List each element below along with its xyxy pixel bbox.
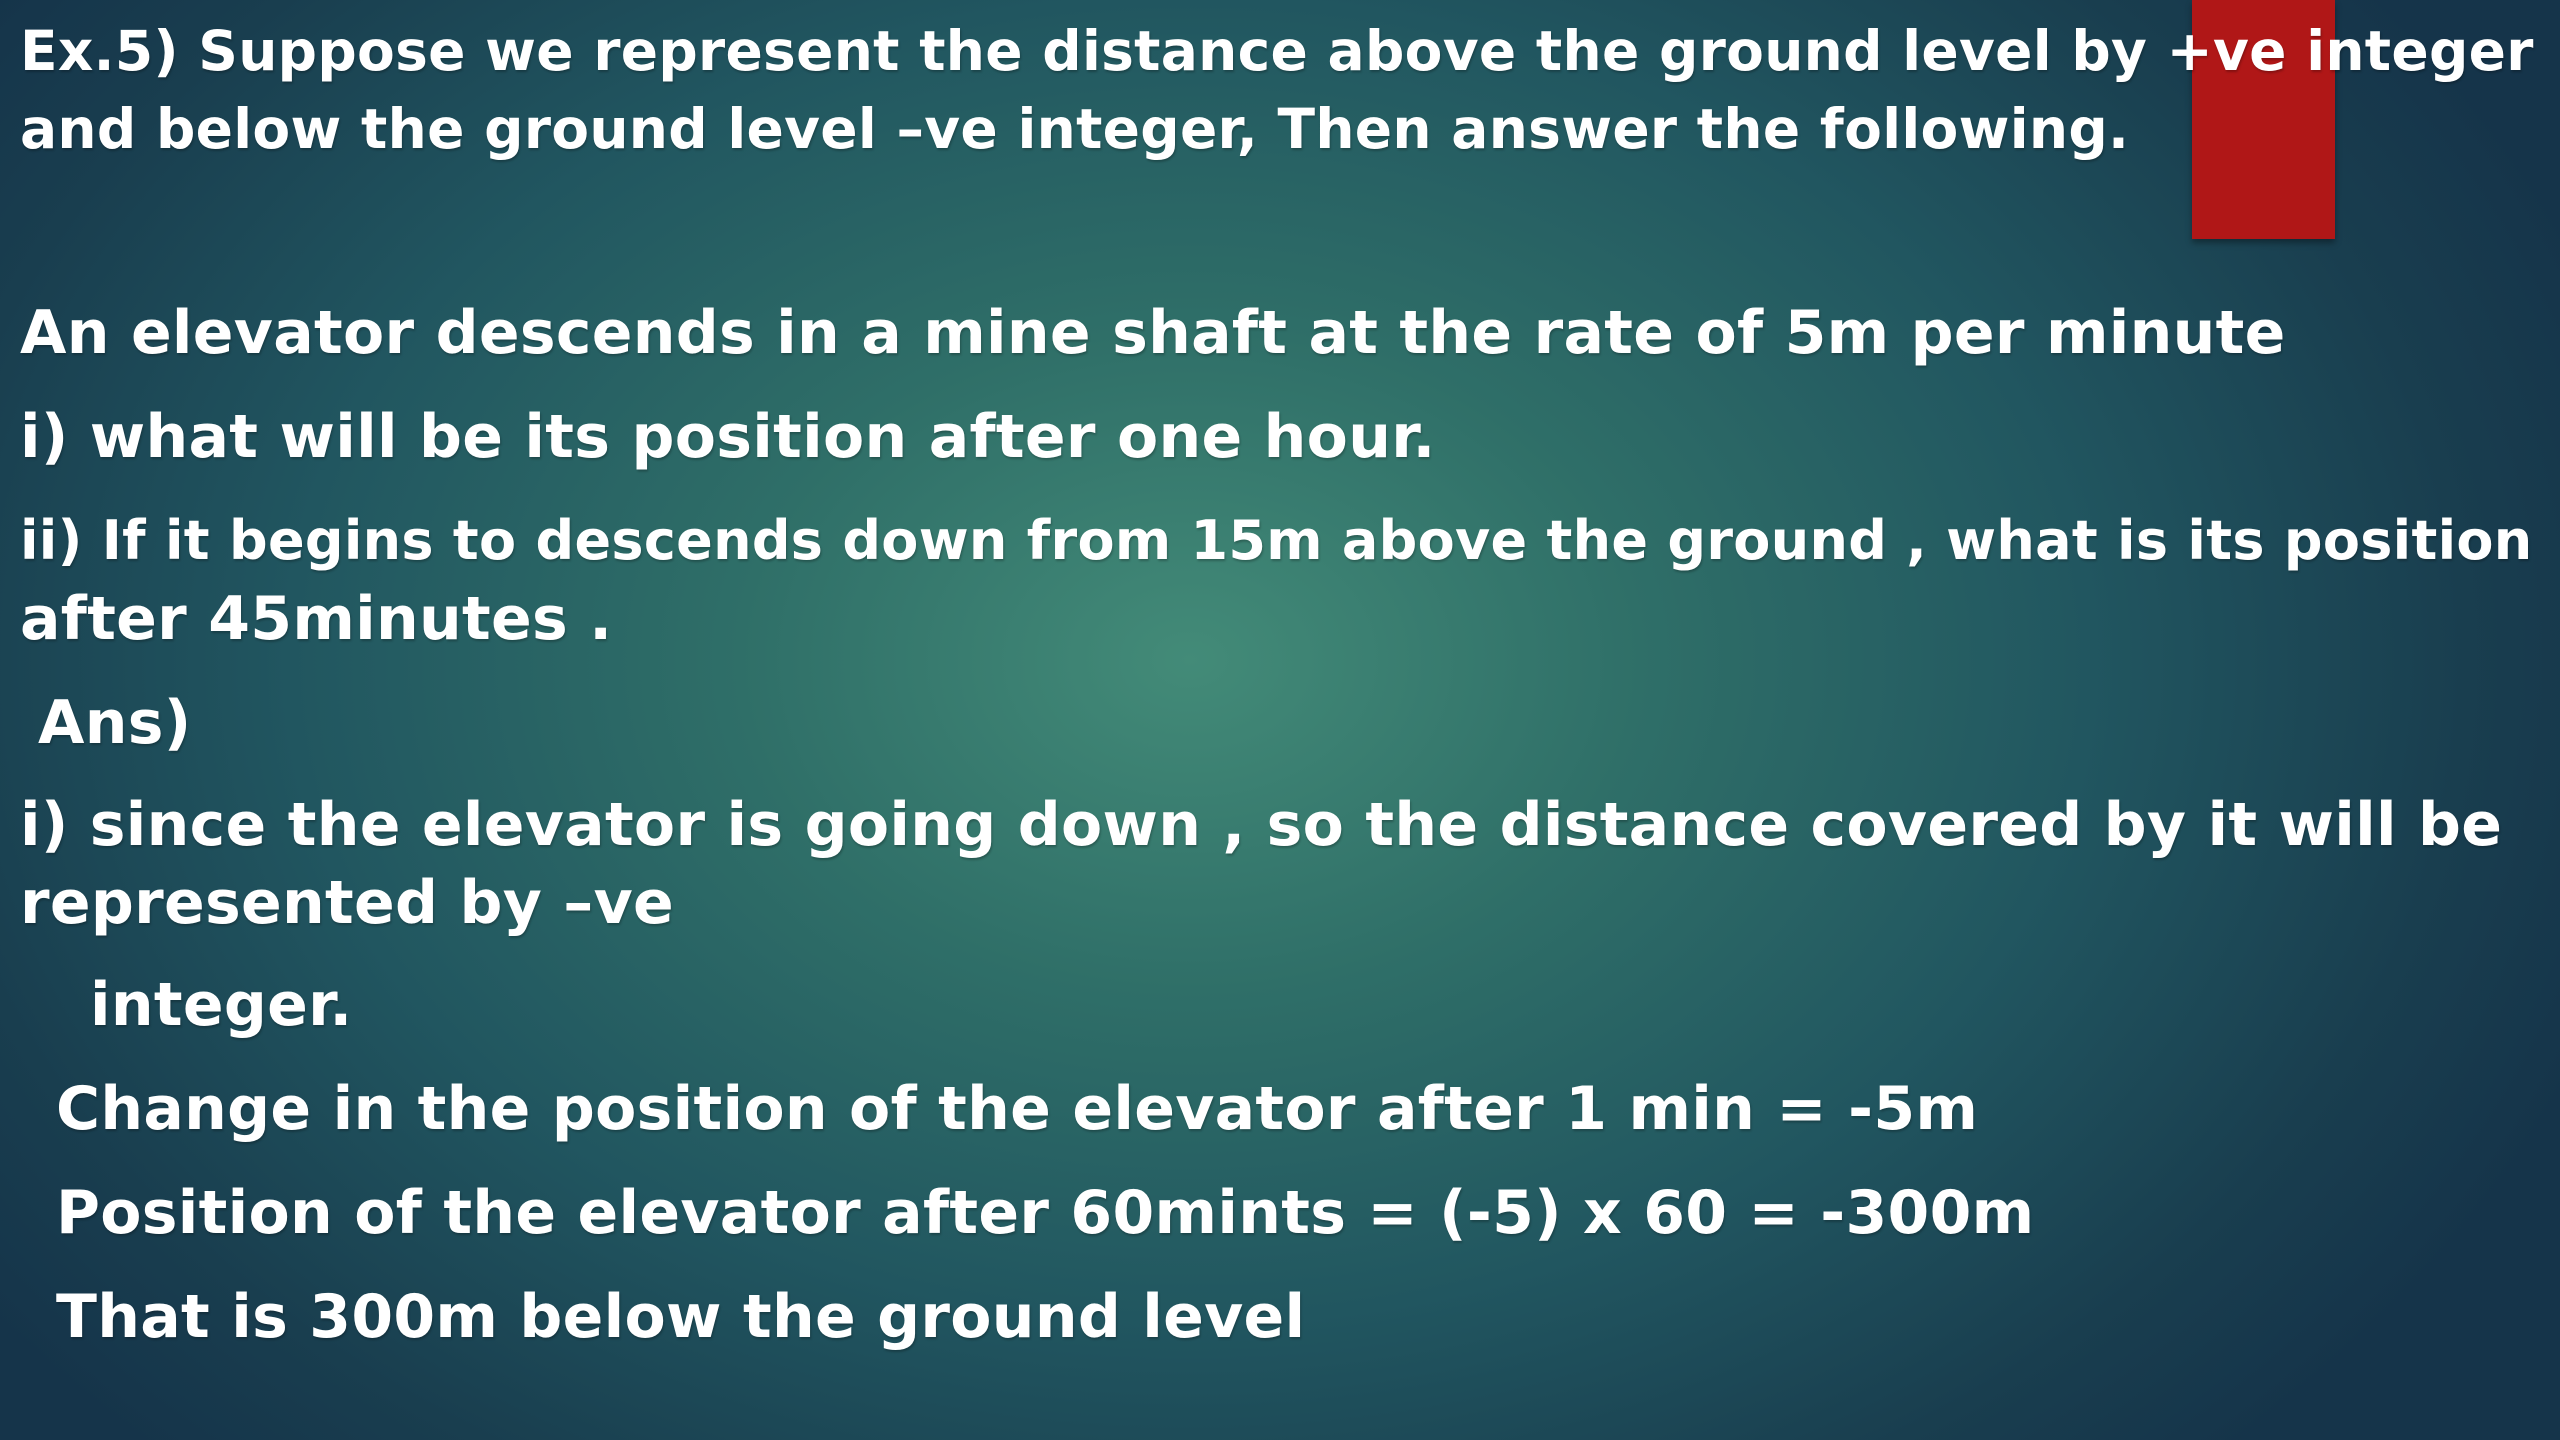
answer-1-line-1: i) since the elevator is going down , so the distance covered by it will be — [20, 790, 2503, 860]
question-2-line-1: ii) If it begins to descends down from 15m above the ground , what is its position — [20, 509, 2533, 572]
answer-1-line-2: represented by –ve — [20, 868, 675, 938]
slide-title — [20, 12, 2534, 168]
problem-statement: An elevator descends in a mine shaft at the rate of 5m per minute — [20, 298, 2286, 368]
title-line-2: and below the ground level –ve integer, Then answer the following. — [20, 97, 2130, 161]
solution-step-3: That is 300m below the ground level — [56, 1282, 1306, 1352]
solution-step-2: Position of the elevator after 60mints = (-5) x 60 = -300m — [56, 1178, 2035, 1248]
title-line-1: Ex.5) Suppose we represent the distance above the ground level by +ve integer — [20, 19, 2534, 83]
solution-step-1: Change in the position of the elevator after 1 min = -5m — [56, 1074, 1979, 1144]
question-2-line-2: after 45minutes . — [20, 584, 613, 654]
question-1: i) what will be its position after one hour. — [20, 402, 1436, 472]
answer-label: Ans) — [38, 688, 192, 758]
answer-1-line-3: integer. — [90, 970, 353, 1040]
